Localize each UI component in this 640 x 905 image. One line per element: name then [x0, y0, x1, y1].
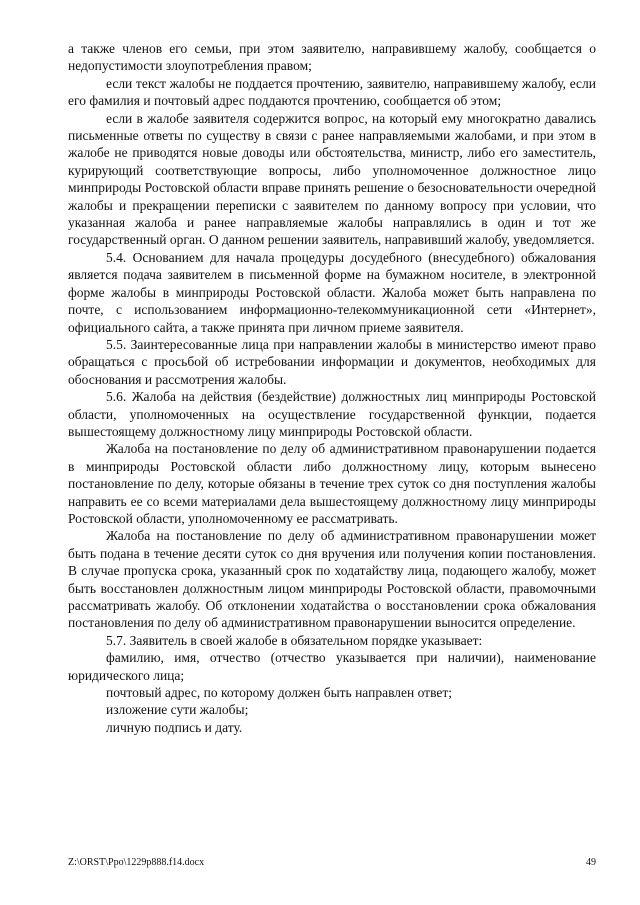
paragraph: Жалоба на постановление по делу об административном правонарушении может быть подана в течение десяти суток со дня вручения или получения копии постановления. В случае пропуска срока, указанный срок по ходатайству лица, подающего жалобу, может быть восстановлен должностным лицом минприроды Ростовской области, правомочными рассматривать жалобу. Об отклонении ходатайства о восстановлении срока обжалования постановления по делу об административном правонарушении выносится определение.	[68, 528, 596, 631]
paragraph-5-4: 5.4. Основанием для начала процедуры досудебного (внесудебного) обжалования является подача заявителем в письменной форме на бумажном носителе, в электронной форме жалобы в минприроды Ростовской области. Жалоба может быть направлена по почте, с использованием информационно-телекоммуникационной сети «Интернет», официального сайта, а также принята при личном приеме заявителя.	[68, 249, 596, 335]
document-body	[68, 40, 596, 736]
paragraph: Жалоба на постановление по делу об административном правонарушении подается в минприроды Ростовской области либо должностному лицу, которым вынесено постановление по делу, которые обязаны в течение трех суток со дня поступления жалобы направить ее со всеми материалами дела вышестоящему должностному лицу минприроды Ростовской области, уполномоченному ее рассматривать.	[68, 441, 596, 526]
paragraph: если текст жалобы не поддается прочтению, заявителю, направившему жалобу, если его фамилия и почтовый адрес поддаются прочтению, сообщается об этом;	[68, 75, 596, 109]
paragraph: а также членов его семьи, при этом заявителю, направившему жалобу, сообщается о недопустимости злоупотребления правом;	[68, 41, 596, 74]
list-item: личную подпись и дату.	[106, 719, 243, 735]
list-item: изложение сути жалобы;	[106, 702, 249, 718]
footer-file-path: Z:\ORST\Ppo\1229p888.f14.docx	[68, 857, 205, 868]
page-number: 49	[586, 857, 596, 868]
paragraph: если в жалобе заявителя содержится вопрос, на который ему многократно давались письменные ответы по существу в связи с ранее направляемыми жалобами, и при этом в жалобе не приводятся новые доводы или обстоятельства, министр, либо его заместитель, курирующий соответствующие вопросы, либо уполномоченное должностное лицо минприроды Ростовской области вправе принять решение о безосновательности очередной жалобы и прекращении переписки с заявителем по данному вопросу при условии, что указанная жалоба и ранее направляемые жалобы направлялись в один и тот же государственный орган. О данном решении заявитель, направивший жалобу, уведомляется.	[68, 110, 596, 248]
paragraph-5-7: 5.7. Заявитель в своей жалобе в обязательном порядке указывает:	[106, 632, 483, 648]
list-item: почтовый адрес, по которому должен быть направлен ответ;	[106, 685, 453, 701]
page-footer	[68, 857, 596, 868]
paragraph-5-5: 5.5. Заинтересованные лица при направлении жалобы в министерство имеют право обращаться с просьбой об истребовании информации и документов, необходимых для обоснования и рассмотрения жалобы.	[68, 336, 596, 387]
list-item: фамилию, имя, отчество (отчество указывается при наличии), наименование юридического лица;	[68, 650, 596, 683]
paragraph-5-6: 5.6. Жалоба на действия (бездействие) должностных лиц минприроды Ростовской области, уполномоченных на осуществление государственной функции, подается вышестоящему должностному лицу минприроды Ростовской области.	[68, 389, 596, 439]
